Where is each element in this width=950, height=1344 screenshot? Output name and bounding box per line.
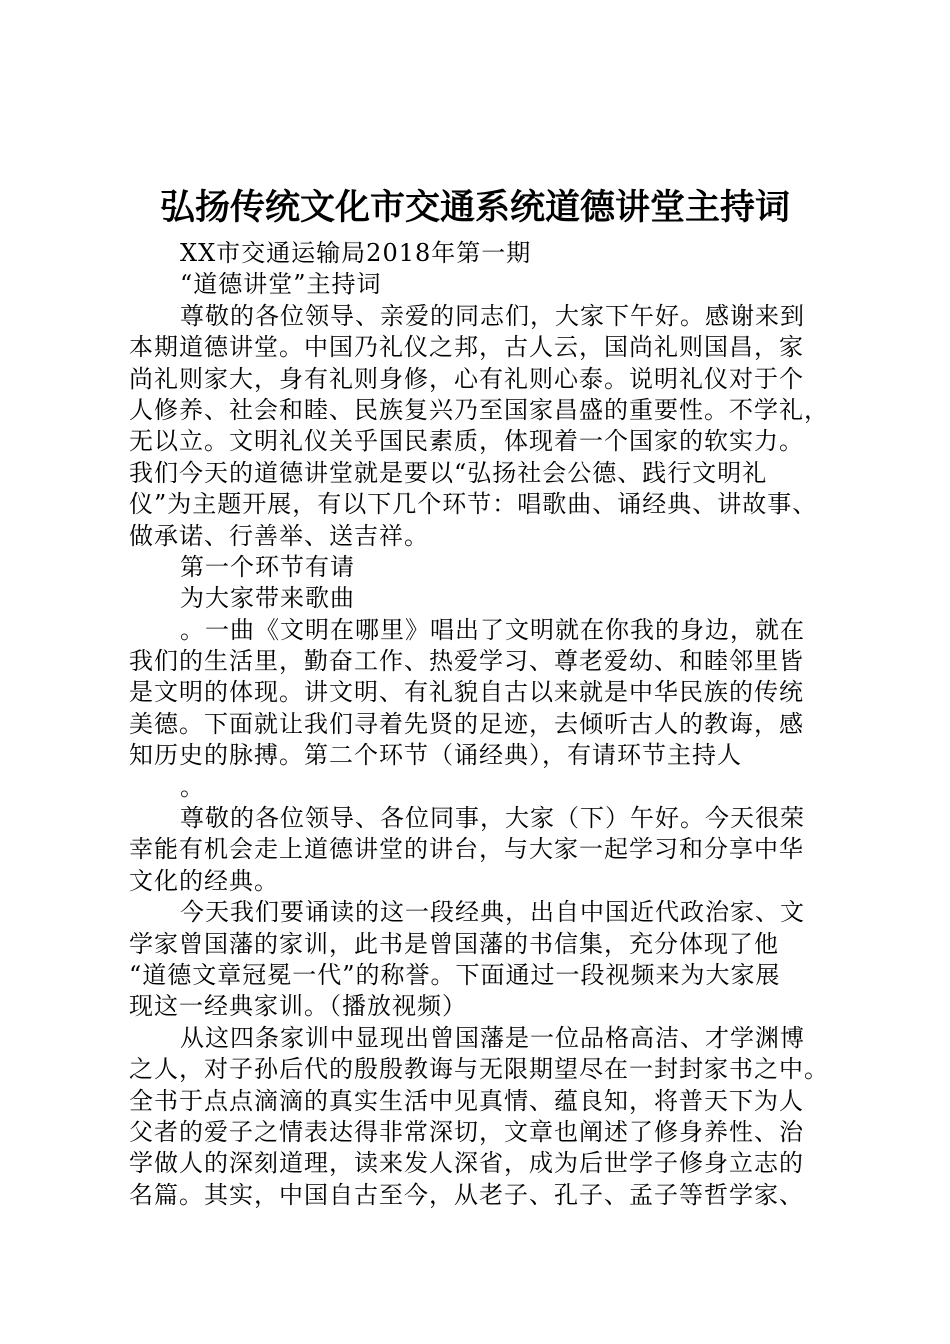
text-line: 尊敬的各位领导、各位同事，大家（下）午好。今天很荣 bbox=[180, 804, 805, 833]
text-line: 无以立。文明礼仪关乎国民素质，体现着一个国家的软实力。 bbox=[129, 427, 804, 456]
text-line: 从这四条家训中显现出曾国藩是一位品格高洁、才学渊博 bbox=[180, 1023, 805, 1052]
text-line: 学做人的深刻道理，读来发人深省，成为后世学子修身立志的 bbox=[129, 1149, 804, 1178]
text-line: 仪”为主题开展，有以下几个环节：唱歌曲、诵经典、讲故事、 bbox=[129, 490, 818, 519]
text-line: 名篇。其实，中国自古至今，从老子、孔子、孟子等哲学家、 bbox=[129, 1180, 804, 1209]
text-line: 美德。下面就让我们寻着先贤的足迹，去倾听古人的教诲，感 bbox=[129, 709, 804, 738]
text-line: 做承诺、行善举、送吉祥。 bbox=[129, 521, 429, 550]
text-line: 父者的爱子之情表达得非常深切，文章也阐述了修身养性、治 bbox=[129, 1117, 804, 1146]
text-line: 学家曾国藩的家训，此书是曾国藩的书信集，充分体现了他 bbox=[129, 929, 779, 958]
text-line: 我们的生活里，勤奋工作、热爱学习、尊老爱幼、和睦邻里皆 bbox=[129, 647, 804, 676]
text-line: 第一个环节有请 bbox=[180, 552, 355, 581]
text-line: 。一曲《文明在哪里》唱出了文明就在你我的身边，就在 bbox=[180, 615, 805, 644]
text-line: 尚礼则家大，身有礼则身修，心有礼则心泰。说明礼仪对于个 bbox=[129, 364, 804, 393]
text-line: 知历史的脉搏。第二个环节（诵经典），有请环节主持人 bbox=[129, 741, 742, 770]
text-line: 今天我们要诵读的这一段经典，出自中国近代政治家、文 bbox=[180, 898, 805, 927]
document-body bbox=[129, 238, 839, 1211]
text-line: 之人，对子孙后代的殷殷教诲与无限期望尽在一封封家书之中。 bbox=[129, 1055, 829, 1084]
text-line: “道德讲堂”主持词 bbox=[180, 270, 382, 299]
document-title: 弘扬传统文化市交通系统道德讲堂主持词 bbox=[159, 187, 790, 228]
text-line: 为大家带来歌曲 bbox=[180, 584, 355, 613]
text-line: 全书于点点滴滴的真实生活中见真情、蕴良知，将普天下为人 bbox=[129, 1086, 804, 1115]
text-line: 我们今天的道德讲堂就是要以“弘扬社会公德、践行文明礼 bbox=[129, 458, 768, 487]
text-line: 现这一经典家训。（播放视频） bbox=[129, 992, 467, 1021]
text-line: 幸能有机会走上道德讲堂的讲台，与大家一起学习和分享中华 bbox=[129, 835, 804, 864]
text-line: “道德文章冠冕一代”的称誉。下面通过一段视频来为大家展 bbox=[129, 960, 781, 989]
text-line: 文化的经典。 bbox=[129, 866, 279, 895]
text-line: XX市交通运输局2018年第一期 bbox=[180, 239, 532, 267]
text-line: 尊敬的各位领导、亲爱的同志们，大家下午好。感谢来到 bbox=[180, 301, 805, 330]
text-line: 本期道德讲堂。中国乃礼仪之邦，古人云，国尚礼则国昌，家 bbox=[129, 333, 804, 362]
text-line: 人修养、社会和睦、民族复兴乃至国家昌盛的重要性。不学礼， bbox=[129, 395, 829, 424]
text-line: 。 bbox=[180, 772, 205, 801]
text-line: 是文明的体现。讲文明、有礼貌自古以来就是中华民族的传统 bbox=[129, 678, 804, 707]
